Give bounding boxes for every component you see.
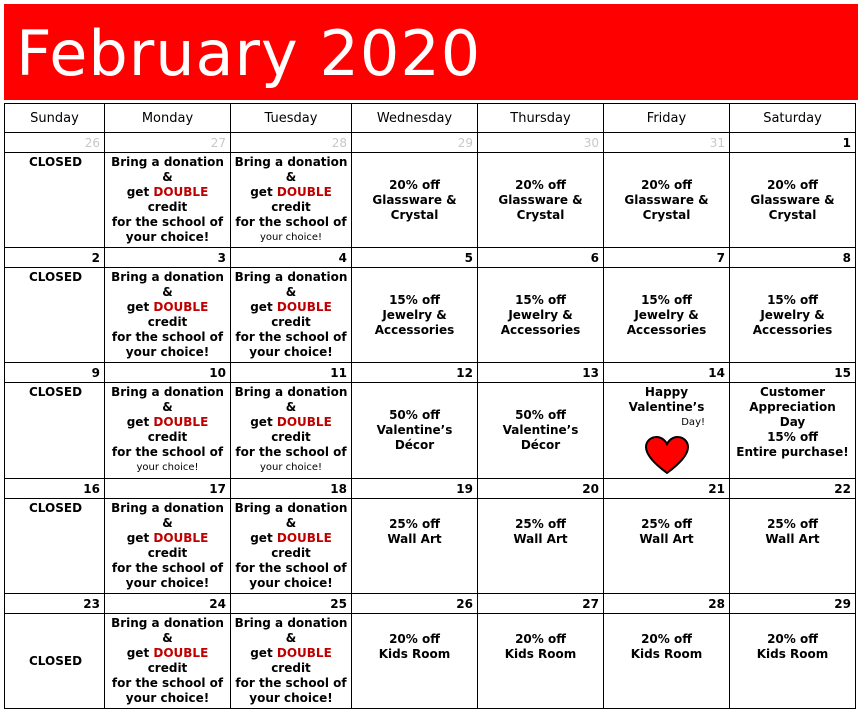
date-number: 12 xyxy=(352,363,478,383)
donation-note xyxy=(231,153,352,248)
donation-line xyxy=(107,646,228,676)
deal-percent: 15% off xyxy=(767,292,818,307)
deal-line: Accessories xyxy=(626,322,707,337)
event-row xyxy=(5,614,856,709)
month-banner xyxy=(4,4,858,100)
donation-line: Bring a donation & xyxy=(234,616,348,645)
deal-percent: 20% off xyxy=(767,177,818,192)
date-number: 11 xyxy=(231,363,352,383)
deal-line: Valentine’s xyxy=(376,423,453,437)
date-row xyxy=(5,363,856,383)
date-number: 9 xyxy=(5,363,105,383)
date-number: 23 xyxy=(5,594,105,614)
deal-percent: 15% off xyxy=(515,292,566,307)
deal-line: Glassware & xyxy=(498,192,583,207)
donation-line: Bring a donation & xyxy=(111,616,224,645)
date-number: 26 xyxy=(5,133,105,153)
donation-line: for the school of xyxy=(235,676,347,690)
donation-line xyxy=(233,646,349,676)
calendar-grid xyxy=(4,103,856,709)
donation-get: get xyxy=(126,415,150,429)
date-number: 24 xyxy=(105,594,231,614)
donation-note xyxy=(231,268,352,363)
donation-line: for the school of xyxy=(235,445,347,459)
donation-note xyxy=(105,153,231,248)
date-number: 27 xyxy=(105,133,231,153)
donation-get: get xyxy=(126,646,150,660)
event-row xyxy=(5,268,856,363)
date-number: 29 xyxy=(352,133,478,153)
date-number: 29 xyxy=(730,594,856,614)
weekday-saturday: Saturday xyxy=(730,104,856,133)
date-number: 20 xyxy=(478,479,604,499)
weekday-sunday: Sunday xyxy=(5,104,105,133)
donation-line: Bring a donation & xyxy=(111,385,224,414)
deal-line: Wall Art xyxy=(639,532,694,546)
deal-line: Jewelry & xyxy=(760,307,825,322)
deal-note xyxy=(730,268,856,363)
heart-icon xyxy=(644,436,690,476)
deal-line: Kids Room xyxy=(756,647,829,661)
donation-note xyxy=(105,383,231,479)
date-number: 15 xyxy=(730,363,856,383)
deal-percent: 20% off xyxy=(515,177,566,192)
date-number: 5 xyxy=(352,248,478,268)
deal-percent: 20% off xyxy=(515,632,566,646)
deal-note xyxy=(478,383,604,479)
deal-line: Jewelry & xyxy=(634,307,699,322)
deal-note xyxy=(604,614,730,709)
closed-label: CLOSED xyxy=(5,614,105,709)
date-number: 30 xyxy=(478,133,604,153)
date-number: 13 xyxy=(478,363,604,383)
donation-line: your choice! xyxy=(259,232,323,243)
deal-note xyxy=(730,614,856,709)
weekday-monday: Monday xyxy=(105,104,231,133)
date-number: 31 xyxy=(604,133,730,153)
donation-get: get xyxy=(250,415,273,429)
deal-line: Glassware & xyxy=(624,192,709,207)
donation-line: Bring a donation & xyxy=(234,501,348,530)
deal-percent: 15% off xyxy=(389,292,440,307)
date-number: 19 xyxy=(352,479,478,499)
closed-label: CLOSED xyxy=(5,268,105,363)
weekday-thursday: Thursday xyxy=(478,104,604,133)
appreciation-line: Entire purchase! xyxy=(736,445,849,459)
weekday-header-row xyxy=(5,104,856,133)
donation-note xyxy=(105,614,231,709)
closed-label: CLOSED xyxy=(5,383,105,479)
donation-line xyxy=(107,415,228,445)
donation-line: your choice! xyxy=(125,230,210,244)
deal-note xyxy=(604,268,730,363)
deal-note xyxy=(478,268,604,363)
date-number: 21 xyxy=(604,479,730,499)
donation-credit: credit xyxy=(147,546,188,560)
deal-percent: 20% off xyxy=(389,177,440,192)
date-number: 16 xyxy=(5,479,105,499)
donation-note xyxy=(231,499,352,594)
deal-percent: 25% off xyxy=(389,517,440,531)
deal-note xyxy=(478,153,604,248)
date-row xyxy=(5,479,856,499)
donation-line: your choice! xyxy=(125,691,210,705)
deal-line: Crystal xyxy=(768,207,817,222)
date-row xyxy=(5,248,856,268)
deal-line: Accessories xyxy=(374,322,455,337)
deal-percent: 25% off xyxy=(767,517,818,531)
donation-note xyxy=(105,499,231,594)
donation-credit: credit xyxy=(271,315,311,329)
deal-line: Jewelry & xyxy=(508,307,573,322)
double-highlight: DOUBLE xyxy=(276,646,332,660)
donation-get: get xyxy=(250,531,273,545)
deal-note xyxy=(604,499,730,594)
deal-line: Valentine’s xyxy=(502,423,579,437)
date-number: 26 xyxy=(352,594,478,614)
deal-line: Glassware & xyxy=(750,192,835,207)
deal-line: Accessories xyxy=(752,322,833,337)
donation-line: Bring a donation & xyxy=(234,155,348,184)
date-number: 22 xyxy=(730,479,856,499)
deal-line: Décor xyxy=(394,438,435,452)
weekday-friday: Friday xyxy=(604,104,730,133)
deal-line: Wall Art xyxy=(765,532,820,546)
appreciation-line: Appreciation xyxy=(749,400,836,414)
valentine-line: Happy Valentine’s xyxy=(628,385,705,414)
donation-line: Bring a donation & xyxy=(234,385,348,414)
appreciation-line: Customer xyxy=(759,385,826,399)
donation-line: your choice! xyxy=(136,462,199,473)
date-number: 4 xyxy=(231,248,352,268)
donation-line: for the school of xyxy=(111,561,224,575)
date-number: 7 xyxy=(604,248,730,268)
appreciation-line: Day xyxy=(779,415,806,429)
donation-line xyxy=(233,300,349,330)
donation-credit: credit xyxy=(271,661,311,675)
date-number: 10 xyxy=(105,363,231,383)
deal-note xyxy=(352,499,478,594)
donation-credit: credit xyxy=(271,430,311,444)
donation-get: get xyxy=(126,185,150,199)
event-row xyxy=(5,383,856,479)
date-number: 17 xyxy=(105,479,231,499)
donation-get: get xyxy=(126,300,150,314)
deal-percent: 20% off xyxy=(641,632,692,646)
deal-line: Accessories xyxy=(500,322,581,337)
donation-get: get xyxy=(250,646,273,660)
donation-line: your choice! xyxy=(249,345,333,359)
date-number: 8 xyxy=(730,248,856,268)
deal-line: Wall Art xyxy=(387,532,442,546)
double-highlight: DOUBLE xyxy=(153,415,209,429)
date-number: 3 xyxy=(105,248,231,268)
deal-line: Crystal xyxy=(642,207,691,222)
deal-note xyxy=(352,153,478,248)
deal-line: Kids Room xyxy=(504,647,577,661)
deal-line: Glassware & xyxy=(372,192,457,207)
closed-label: CLOSED xyxy=(5,499,105,594)
donation-line: Bring a donation & xyxy=(234,270,348,299)
date-number: 27 xyxy=(478,594,604,614)
deal-note xyxy=(730,153,856,248)
donation-line: for the school of xyxy=(111,215,224,229)
deal-line: Crystal xyxy=(390,207,439,222)
donation-line: for the school of xyxy=(235,215,347,229)
deal-note xyxy=(730,499,856,594)
double-highlight: DOUBLE xyxy=(153,185,209,199)
deal-note xyxy=(352,383,478,479)
double-highlight: DOUBLE xyxy=(153,646,209,660)
deal-line: Kids Room xyxy=(378,647,451,661)
deal-note xyxy=(352,268,478,363)
donation-note xyxy=(231,383,352,479)
date-number: 28 xyxy=(231,133,352,153)
donation-note xyxy=(105,268,231,363)
deal-percent: 25% off xyxy=(641,517,692,531)
weekday-wednesday: Wednesday xyxy=(352,104,478,133)
deal-note xyxy=(478,499,604,594)
event-row xyxy=(5,499,856,594)
date-row xyxy=(5,133,856,153)
page-title: February 2020 xyxy=(16,17,482,90)
donation-get: get xyxy=(250,300,273,314)
double-highlight: DOUBLE xyxy=(276,300,332,314)
double-highlight: DOUBLE xyxy=(276,185,332,199)
donation-line: your choice! xyxy=(249,691,333,705)
deal-percent: 20% off xyxy=(641,177,692,192)
donation-line xyxy=(233,185,349,215)
appreciation-line: 15% off xyxy=(767,430,818,444)
deal-percent: 20% off xyxy=(767,632,818,646)
donation-line: your choice! xyxy=(249,576,333,590)
donation-line xyxy=(107,185,228,215)
donation-line xyxy=(107,300,228,330)
donation-line: for the school of xyxy=(235,561,347,575)
donation-line: your choice! xyxy=(125,345,210,359)
donation-credit: credit xyxy=(271,200,311,214)
donation-credit: credit xyxy=(147,315,188,329)
date-row xyxy=(5,594,856,614)
double-highlight: DOUBLE xyxy=(276,531,332,545)
donation-line: Bring a donation & xyxy=(111,270,224,299)
date-number: 28 xyxy=(604,594,730,614)
appreciation-note xyxy=(730,383,856,479)
donation-line: your choice! xyxy=(259,462,323,473)
deal-line: Crystal xyxy=(516,207,565,222)
donation-line xyxy=(233,415,349,445)
deal-line: Wall Art xyxy=(513,532,568,546)
double-highlight: DOUBLE xyxy=(276,415,332,429)
double-highlight: DOUBLE xyxy=(153,531,209,545)
deal-percent: 15% off xyxy=(641,292,692,307)
donation-line: for the school of xyxy=(235,330,347,344)
weekday-tuesday: Tuesday xyxy=(231,104,352,133)
donation-line: your choice! xyxy=(125,576,210,590)
double-highlight: DOUBLE xyxy=(153,300,209,314)
donation-line: for the school of xyxy=(111,330,224,344)
date-number: 25 xyxy=(231,594,352,614)
deal-percent: 20% off xyxy=(389,632,440,646)
date-number: 6 xyxy=(478,248,604,268)
deal-line: Kids Room xyxy=(630,647,703,661)
deal-note xyxy=(352,614,478,709)
date-number: 2 xyxy=(5,248,105,268)
valentine-line: Day! xyxy=(681,417,705,428)
date-number: 14 xyxy=(604,363,730,383)
donation-line: for the school of xyxy=(111,676,224,690)
deal-line: Décor xyxy=(520,438,561,452)
deal-note xyxy=(478,614,604,709)
date-number: 1 xyxy=(730,133,856,153)
deal-percent: 50% off xyxy=(389,408,440,422)
donation-credit: credit xyxy=(147,661,188,675)
closed-label: CLOSED xyxy=(5,153,105,248)
deal-line: Jewelry & xyxy=(382,307,447,322)
donation-line xyxy=(233,531,349,561)
event-row xyxy=(5,153,856,248)
donation-line: for the school of xyxy=(111,445,224,459)
donation-credit: credit xyxy=(147,200,188,214)
donation-get: get xyxy=(126,531,150,545)
donation-get: get xyxy=(250,185,273,199)
deal-note xyxy=(604,153,730,248)
donation-line xyxy=(107,531,228,561)
donation-line: Bring a donation & xyxy=(111,501,224,530)
date-number: 18 xyxy=(231,479,352,499)
donation-credit: credit xyxy=(271,546,311,560)
valentine-note xyxy=(604,383,730,479)
donation-credit: credit xyxy=(147,430,188,444)
donation-note xyxy=(231,614,352,709)
deal-percent: 25% off xyxy=(515,517,566,531)
deal-percent: 50% off xyxy=(515,408,566,422)
donation-line: Bring a donation & xyxy=(111,155,224,184)
